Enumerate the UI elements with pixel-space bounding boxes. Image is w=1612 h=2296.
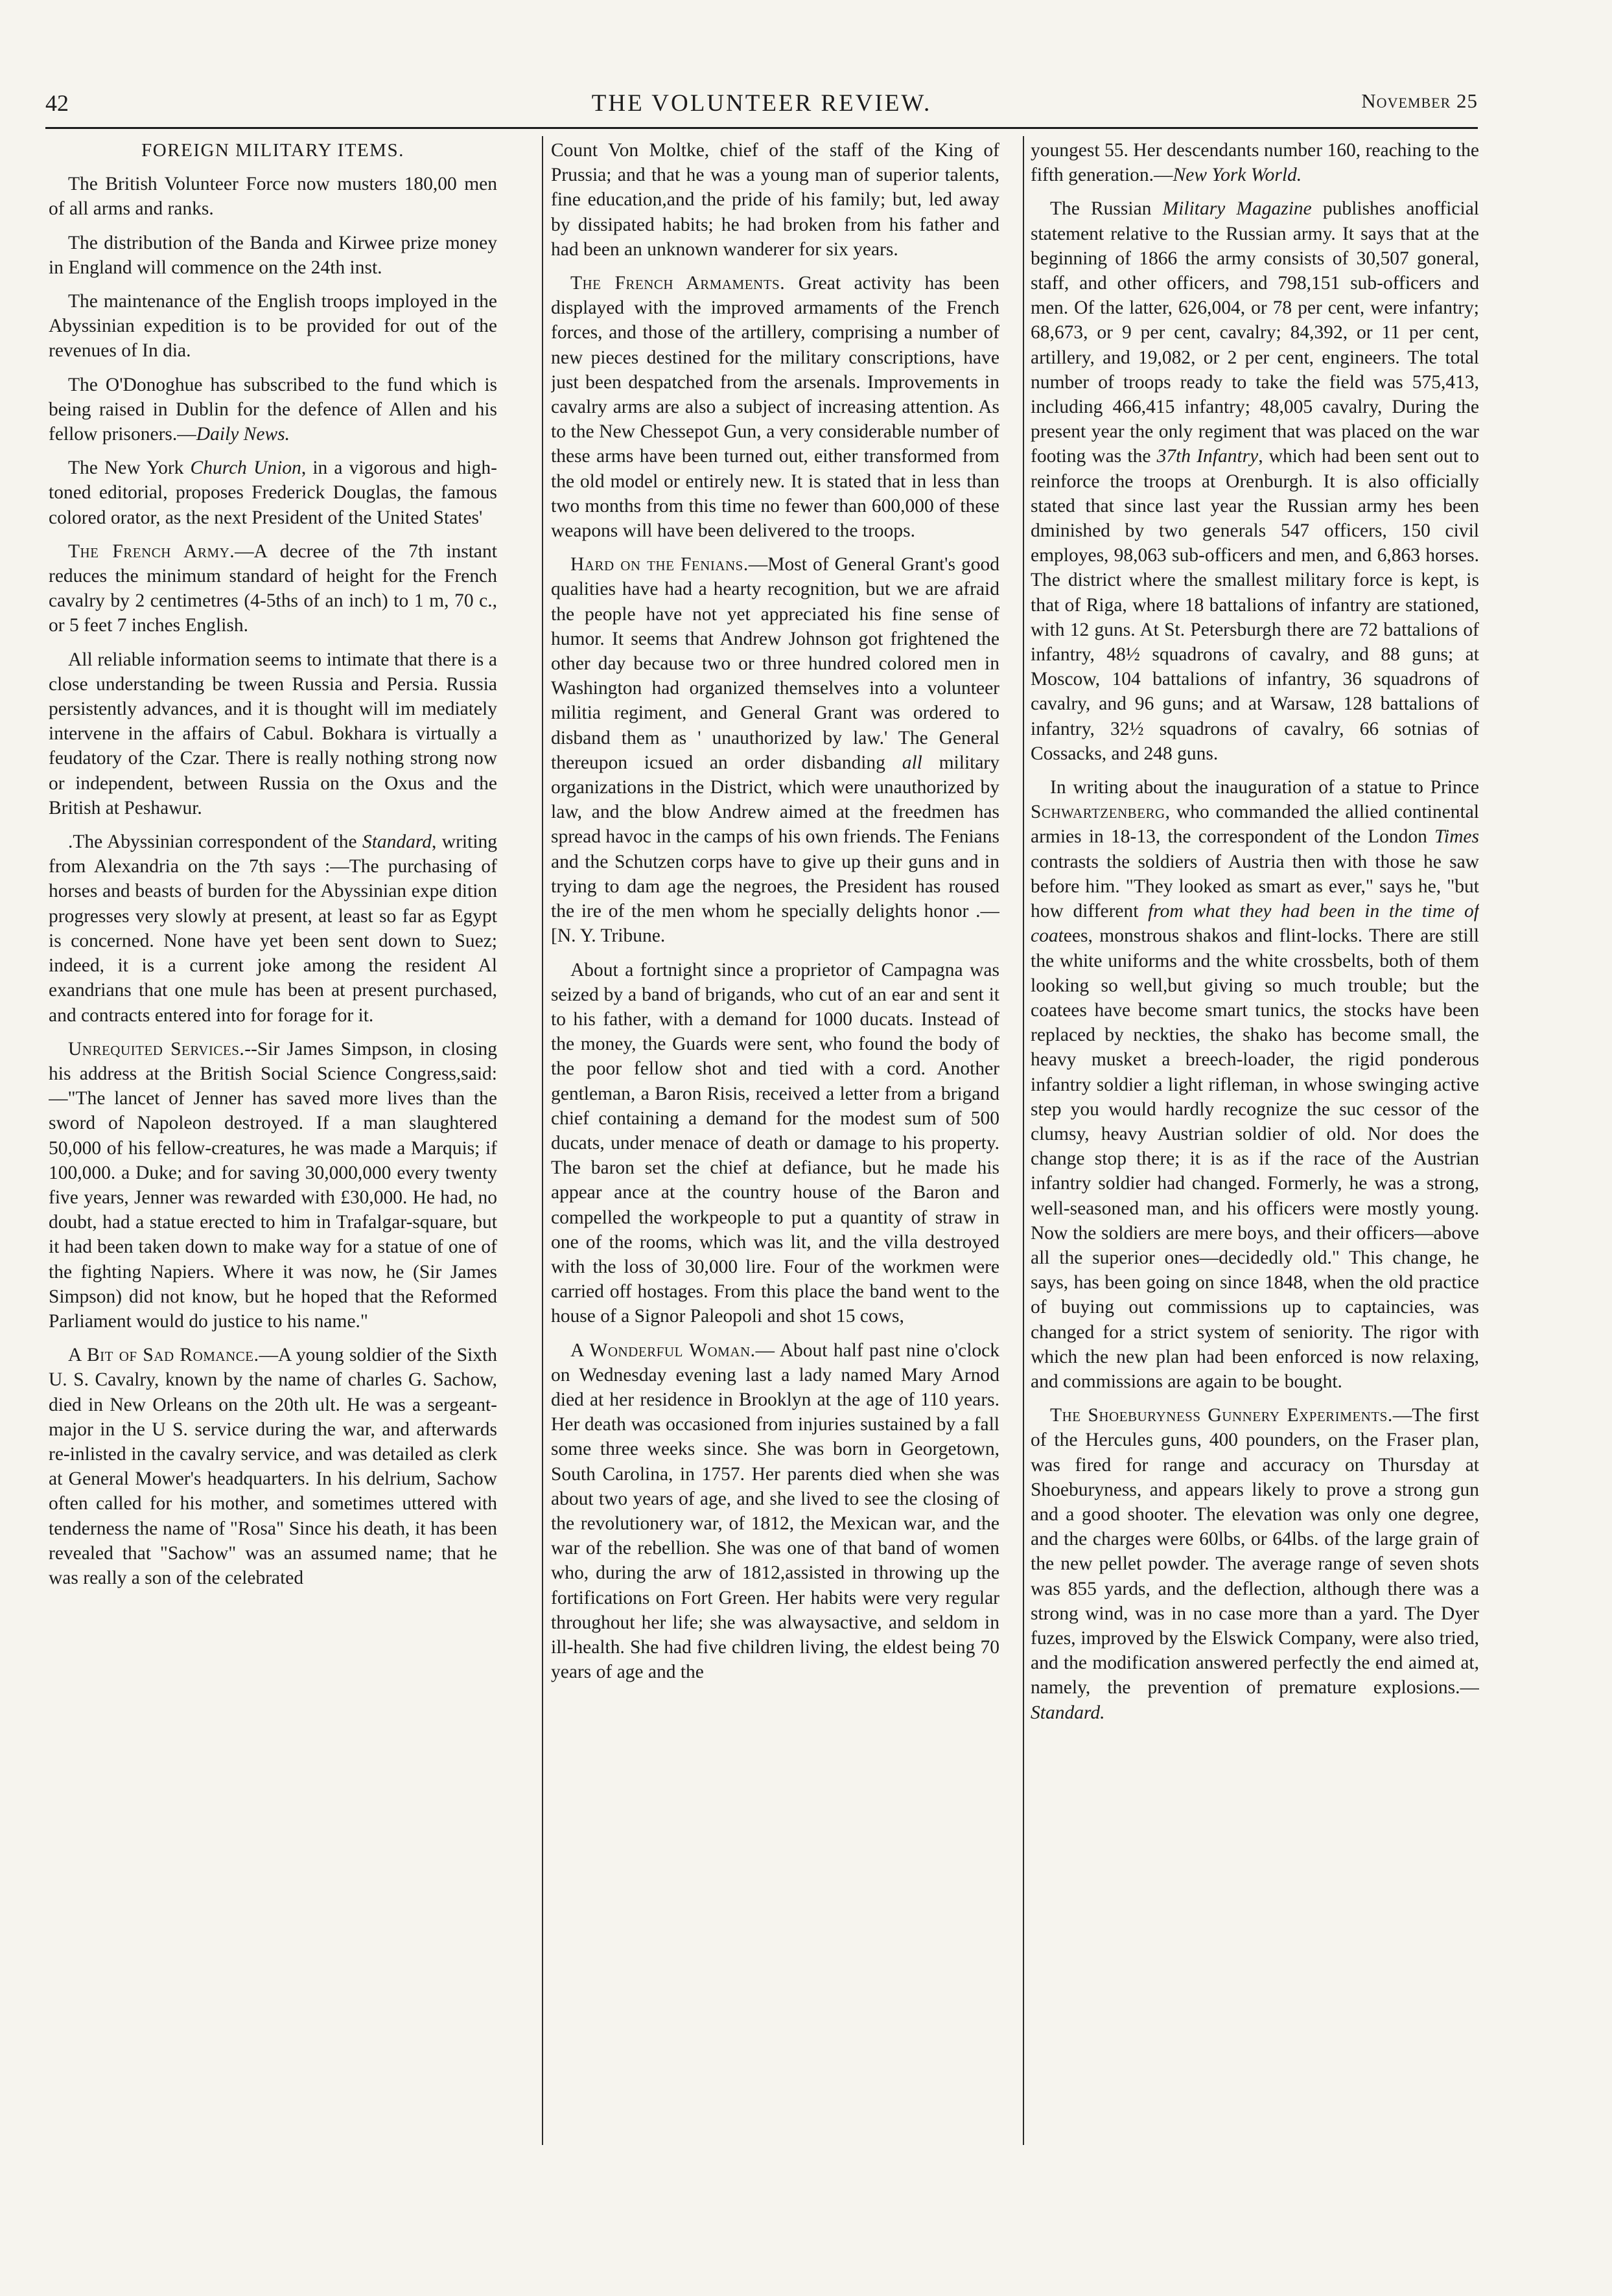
article-heading: The Shoeburyness Gunnery Experiments. xyxy=(1050,1405,1393,1426)
article-heading: A Wonderful Woman. xyxy=(570,1339,756,1361)
article-sad-romance-cont: Count Von Moltke, chief of the staff of the King of Prussia; and that he was a young man of superior talents, fine education,and the pride of his family; but, led away by dissipated habits; he had broken from his father and had been an unknown wanderer for six years. xyxy=(551,140,999,260)
article-text: The O'Donoghue has subscribed to the fund which is being raised in Dublin for the defence of Allen and his fellow prisoners.— xyxy=(49,374,497,445)
header-rule xyxy=(45,127,1478,129)
article-unrequited-services: Unrequited Services.--Sir James Simpson, in closing his address at the British Social Science Congress,said:—"The lancet of Jenner has saved more lives than the sword of Napoleon destroyed. If a man slaughtered 50,000 of his fellow-creatures, he was made a Marquis; if 100,000. a Duke; and for saving 30,000,000 every twenty five years, Jenner was rewarded with £30,000. He had, no doubt, had a statue erected to him in Trafalgar-square, but it had been taken down to make way for a statue of one of the fighting Napiers. Where it was now, he (Sir James Simpson) did not know, but he hoped that the Reformed Parliament would do justice to his name." xyxy=(49,1038,497,1332)
article-abyssinian-correspondent: .The Abyssinian correspondent of the Standard, writing from Alexandria on the 7th says :—The purchasing of horses and beasts of burden for the Abyssinian expe dition progresses very slowly at present, at least so far as Egypt is concerned. None have yet been sent down to Suez; indeed, it is a current joke among the resident Al exandrians that one mule has been at present purchased, and contracts entered into for forage for it. xyxy=(49,831,497,1026)
column-1 xyxy=(49,138,497,2147)
article-sad-romance: A Bit of Sad Romance.—A young soldier of the Sixth U. S. Cavalry, known by the name of charles G. Sachow, died in New Orleans on the 20th ult. He was a sergeant-major in the U S. service during the war, and afterwards re-inlisted in the cavalry service, and was detailed as clerk at General Mower's headquarters. In his delrium, Sachow often called for his mother, and sometimes uttered with tenderness the name of "Rosa" Since his death, it has been revealed that "Sachow" was an assumed name; that he was really a son of the celebrated xyxy=(49,1345,497,1588)
column-2 xyxy=(551,138,999,2147)
page-header xyxy=(45,89,1478,122)
article-shoeburyness: The Shoeburyness Gunnery Experiments.—The first of the Hercules guns, 400 pounders, on the Fraser plan, was fired for range and accuracy on Thursday at Shoeburyness, and appears likely to prove a strong gun and a good shooter. The elevation was only one degree, and the charges were 60lbs, or 64lbs. of the large grain of the new pellet powder. The average range of seven shots was 855 yards, and the deflection, although there was a strong wind, was in no case more than a yard. The Dyer fuzes, improved by the Elswick Company, were also tried, and the modification answered perfectly the end aimed at, namely, the prevention of premature explosions.—Standard. xyxy=(1031,1405,1479,1723)
article-source: Standard. xyxy=(1031,1702,1105,1723)
column-divider xyxy=(542,136,543,2145)
article-wonderful-woman-cont: youngest 55. Her descendants number 160, reaching to the fifth generation.—New York World. xyxy=(1031,140,1479,186)
article-hard-on-fenians: Hard on the Fenians.—Most of General Grant's good qualities have had a hearty recognition, but we are afraid the people have not yet appreciated his fine sense of humor. It seems that Andrew Johnson got frightened the other day because two or three hundred colored men in Washington had organized themselves into a volunteer militia regiment, and General Grant was ordered to disband them as ' unauthorized by law.' The General thereupon icsued an order disbanding all military organizations in the District, which were unauthorized by law, and the blow Andrew aimed at the freedmen has spread havoc in the camps of his own friends. The Fenians and the Schutzen corps have to give up their guns and in trying to dam age the negroes, the President has roused the ire of the men whom he specially delights honor .—[N. Y. Tribune. xyxy=(551,554,999,947)
article-heading: The French Army. xyxy=(68,540,235,562)
issue-date: November 25 xyxy=(1361,89,1478,112)
article-heading: Unrequited Services. xyxy=(68,1038,245,1060)
publication-title: THE VOLUNTEER REVIEW. xyxy=(591,90,932,117)
article-russian-army: The Russian Military Magazine publishes anofficial statement relative to the Russian army. It says that at the beginning of 1866 the army consists of 30,507 goneral, staff, and other officers, and 798,151 sub-officers and men. Of the latter, 626,004, or 78 per cent, were infantry; 68,673, or 9 per cent, cavalry; 84,392, or 11 per cent, artillery, and 19,082, or 2 per cent, engineers. The total number of troops ready to take the field was 575,413, including 466,415 infantry; 48,005 cavalry, During the present year the only regiment that was placed on the war footing was the 37th Infantry, which had been sent out to reinforce the troops at Orenburgh. It is also officially stated that since last year the Russian army hes been dminished by two generals 547 officers, 150 civil employes, 98,063 sub-officers and men, and 6,863 horses. The district where the smallest military force is kept, is that of Riga, where 18 battalions of infantry are stationed, with 12 guns. At St. Petersburgh there are 72 battalions of infantry, 48½ squadrons of cavalry, and 88 guns; at Moscow, 104 battalions of infantry, 36 squadrons of cavalry, and 96 guns; and at Warsaw, 128 battalions of infantry, 32½ squadrons of cavalry, 66 sotnias of Cossacks, and 248 guns. xyxy=(1031,198,1479,764)
article-abyssinian-troops: The maintenance of the English troops imployed in the Abyssinian expedition is to be provided for out of the revenues of In dia. xyxy=(49,291,497,362)
article-church-union: The New York Church Union, in a vigorous and high-toned editorial, proposes Frederick Douglas, the famous colored orator, as the next President of the United States' xyxy=(49,458,497,528)
section-title: FOREIGN MILITARY ITEMS. xyxy=(141,140,404,161)
article-french-army: The French Army.—A decree of the 7th instant reduces the minimum standard of height for the French cavalry by 2 centimetres (4-5ths of an inch) to 1 m, 70 c., or 5 feet 7 inches English. xyxy=(49,540,497,636)
article-heading: The French Armaments. xyxy=(570,273,786,294)
article-source: Daily News. xyxy=(196,424,290,445)
article-wonderful-woman: A Wonderful Woman.— About half past nine o'clock on Wednesday evening last a lady named Mary Arnod died at her residence in Brooklyn at the age of 110 years. Her death was occasioned from injuries sustained by a fall some three weeks since. She was born in Georgetown, South Carolina, in 1757. Her parents died when she was about two years of age, and she lived to see the closing of the revolutionery war, of 1812, the Mexican war, and the war of the rebellion. She was one of that band of women who, during the arw of 1812,assisted in throwing up the fortifications on Fort Green. Her habits were very regular throughout her life; she was alwaysactive, and seldom in ill-health. She had five children living, the eldest being 70 years of age and the xyxy=(551,1339,999,1683)
column-divider xyxy=(1023,136,1024,2145)
article-french-armaments: The French Armaments. Great activity has been displayed with the improved armaments of the French forces, and those of the artillery, comprising a number of new pieces destined for the military conscriptions, have just been despatched from the arsenals. Improvements in cavalry arms are also a subject of increasing attention. As to the New Chessepot Gun, a very considerable number of these arms have been turned out, either transformed from the old model or entirely new. It is stated that in less than two months from this time no fewer than 600,000 of these weapons will have been delivered to the troops. xyxy=(551,273,999,542)
column-3 xyxy=(1031,138,1479,2147)
article-heading: A Bit of Sad Romance. xyxy=(68,1345,259,1366)
article-austrian-soldiers: In writing about the inauguration of a statue to Prince Schwartzenberg, who commanded the allied continental armies in 18-13, the correspondent of the London Times contrasts the soldiers of Austria then with those he saw before him. "They looked as smart as ever," says he, "but how different from what they had been in the time of coatees, monstrous shakos and flint-locks. There are still the white uniforms and the white crossbelts, both of them looking so well,but giving so much trouble; but the coatees have become smart tunics, the stocks have been replaced by neckties, the shako has become small, the heavy musket a breech-loader, the rigid ponderous infantry soldier a light rifleman, in whose swinging active step you would hardly recognize the suc cessor of the clumsy, heavy Austrian soldier of old. Nor does the change stop there; it is as if the race of the Austrian infantry soldier had changed. Formerly, he was a strong, well-seasoned man, and his officers were mostly young. Now the soldiers are mere boys, and their officers—above all the superior ones—decidedly old." This change, he says, has been going on since 1848, when the old practice of buying out commissions up to captaincies, was changed for a strict system of seniority. The rigor with which the new plan had been enforced is now relaxing, and commissions are again to be bought. xyxy=(1031,777,1479,1392)
article-odonoghue xyxy=(49,373,497,447)
page-number: 42 xyxy=(45,90,69,116)
article-prize-money: The distribution of the Banda and Kirwee prize money in England will commence on the 24th inst. xyxy=(49,232,497,278)
article-russia-persia: All reliable information seems to intimate that there is a close understanding be tween Russia and Persia. Russia persistently advances, and it is thought will im mediately intervene in the affairs of Cabul. Bokhara is virtually a feudatory of the Czar. There is really nothing strong now or independent, between Russia on the Oxus and the British at Peshawur. xyxy=(49,649,497,818)
article-brigands: About a fortnight since a proprietor of Campagna was seized by a band of brigands, who cut of an ear and sent it to his father, with a demand for 1000 ducats. Instead of the money, the Guards were sent, who found the body of the poor fellow shot and tied with a cord. Another gentleman, a Baron Risis, received a letter from a brigand chief containing a demand for the modest sum of 500 ducats, under menace of death or damage to his property. The baron set the chief at defiance, but he made his appear ance at the country house of the Baron and compelled the workpeople to put a quantity of straw in one of the rooms, which was lit, and the villa destroyed with the loss of 30,000 lire. Four of the workmen were carried off hostages. From this place the band went to the house of a Signor Paleopoli and shot 15 cows, xyxy=(551,959,999,1327)
article-heading: Hard on the Fenians. xyxy=(570,554,749,575)
article-volunteer-force: The British Volunteer Force now musters 180,00 men of all arms and ranks. xyxy=(49,174,497,220)
